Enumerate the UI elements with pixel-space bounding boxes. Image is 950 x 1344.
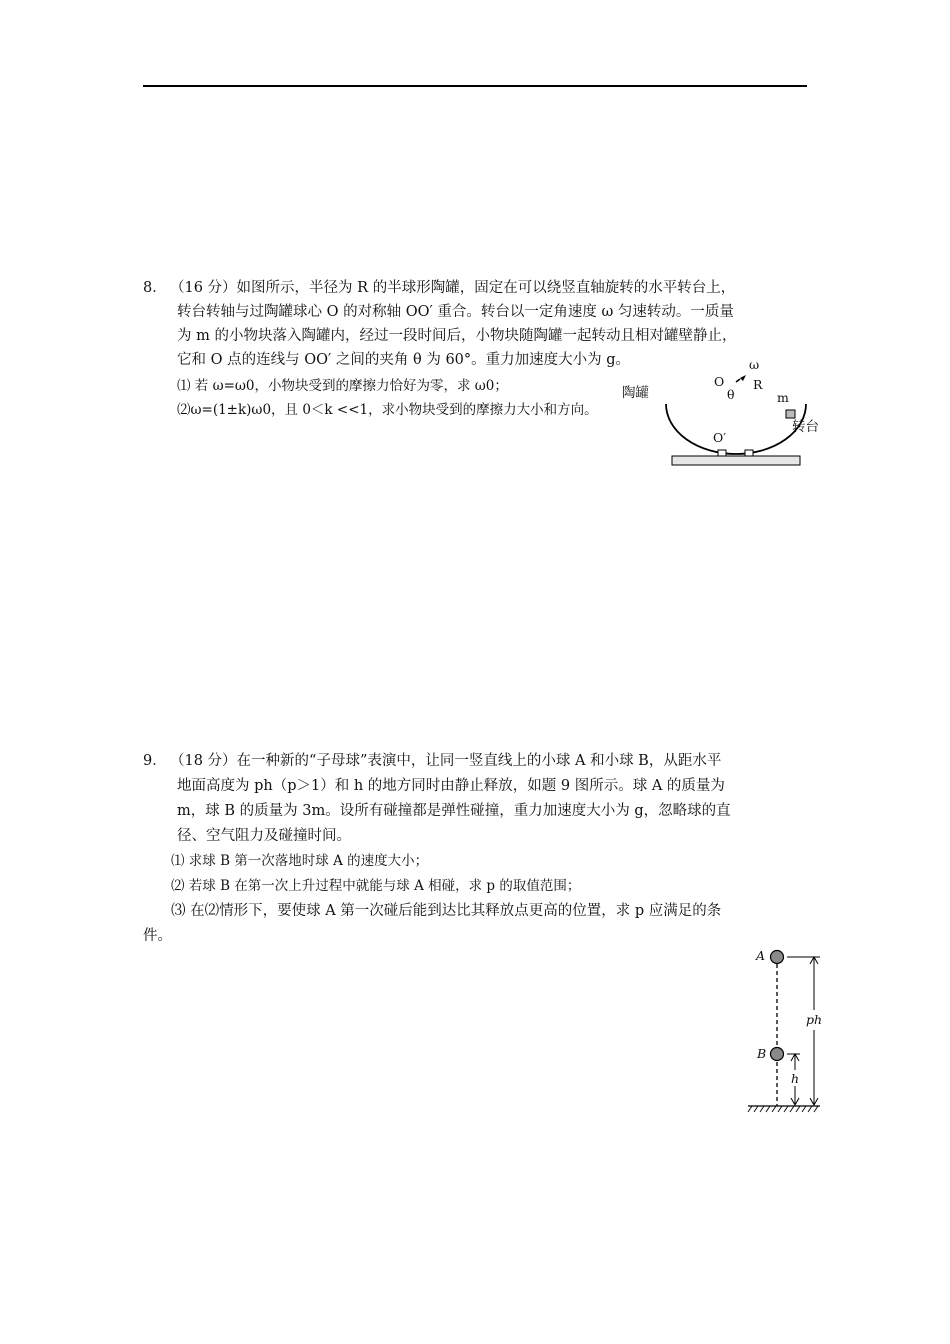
label-B: B xyxy=(757,1046,767,1061)
problem-9-subq-3: ⑶ 在⑵情形下，要使球 A 第一次碰后能到达比其释放点更高的位置，求 p 应满足的条 xyxy=(171,903,722,919)
label-m: m xyxy=(777,390,789,405)
label-Oprime: O′ xyxy=(713,430,727,445)
label-O: O xyxy=(714,374,725,389)
label-omega: ω xyxy=(749,357,760,372)
label-jar: 陶罐 xyxy=(622,385,649,401)
problem-8-line-1: （16 分）如图所示，半径为 R 的半球形陶罐，固定在可以绕竖直轴旋转的水平转台上， xyxy=(170,280,736,296)
label-R: R xyxy=(753,377,763,392)
problem-9-number: 9． xyxy=(143,753,167,769)
ball-A xyxy=(771,951,784,964)
label-A: A xyxy=(756,948,766,963)
problem-9-subq-2: ⑵ 若球 B 在第一次上升过程中就能与球 A 相碰，求 p 的取值范围； xyxy=(171,878,581,894)
problem-9-line-3: m，球 B 的质量为 3m。设所有碰撞都是弹性碰撞，重力加速度大小为 g，忽略球的直 xyxy=(177,803,731,819)
problem-9-continuation: 件。 xyxy=(143,928,172,944)
ball-B xyxy=(771,1048,784,1061)
problem-8-subq-2: ⑵ω=(1±k)ω0，且 0＜k <<1，求小物块受到的摩擦力大小和方向。 xyxy=(177,402,598,418)
label-ph: ph xyxy=(806,1012,823,1027)
label-h: h xyxy=(791,1071,800,1086)
ground-hatch xyxy=(748,1106,818,1112)
problem-9-line-2: 地面高度为 ph（p＞1）和 h 的地方同时由静止释放，如题 9 图所示。球 A 的质量为 xyxy=(177,778,725,794)
problem-8-line-4: 它和 O 点的连线与 OO′ 之间的夹角 θ 为 60°。重力加速度大小为 g。 xyxy=(177,352,631,368)
label-turntable: 转台 xyxy=(792,419,819,435)
problem-8-subq-1: ⑴ 若 ω=ω0，小物块受到的摩擦力恰好为零，求 ω0； xyxy=(177,378,508,394)
problem-8-number: 8． xyxy=(143,280,167,296)
problem-8-line-3: 为 m 的小物块落入陶罐内，经过一段时间后，小物块随陶罐一起转动且相对罐壁静止， xyxy=(177,328,737,344)
label-theta: θ xyxy=(727,387,735,402)
problem-8-line-2: 转台转轴与过陶罐球心 O 的对称轴 OO′ 重合。转台以一定角速度 ω 匀速转动。一质量 xyxy=(177,304,734,320)
problem-9-subq-1: ⑴ 求球 B 第一次落地时球 A 的速度大小； xyxy=(171,853,429,869)
problem-9-line-4: 径、空气阻力及碰撞时间。 xyxy=(177,828,351,844)
problem-9-line-1: （18 分）在一种新的“子母球”表演中，让同一竖直线上的小球 A 和小球 B，从距水平 xyxy=(170,753,722,769)
